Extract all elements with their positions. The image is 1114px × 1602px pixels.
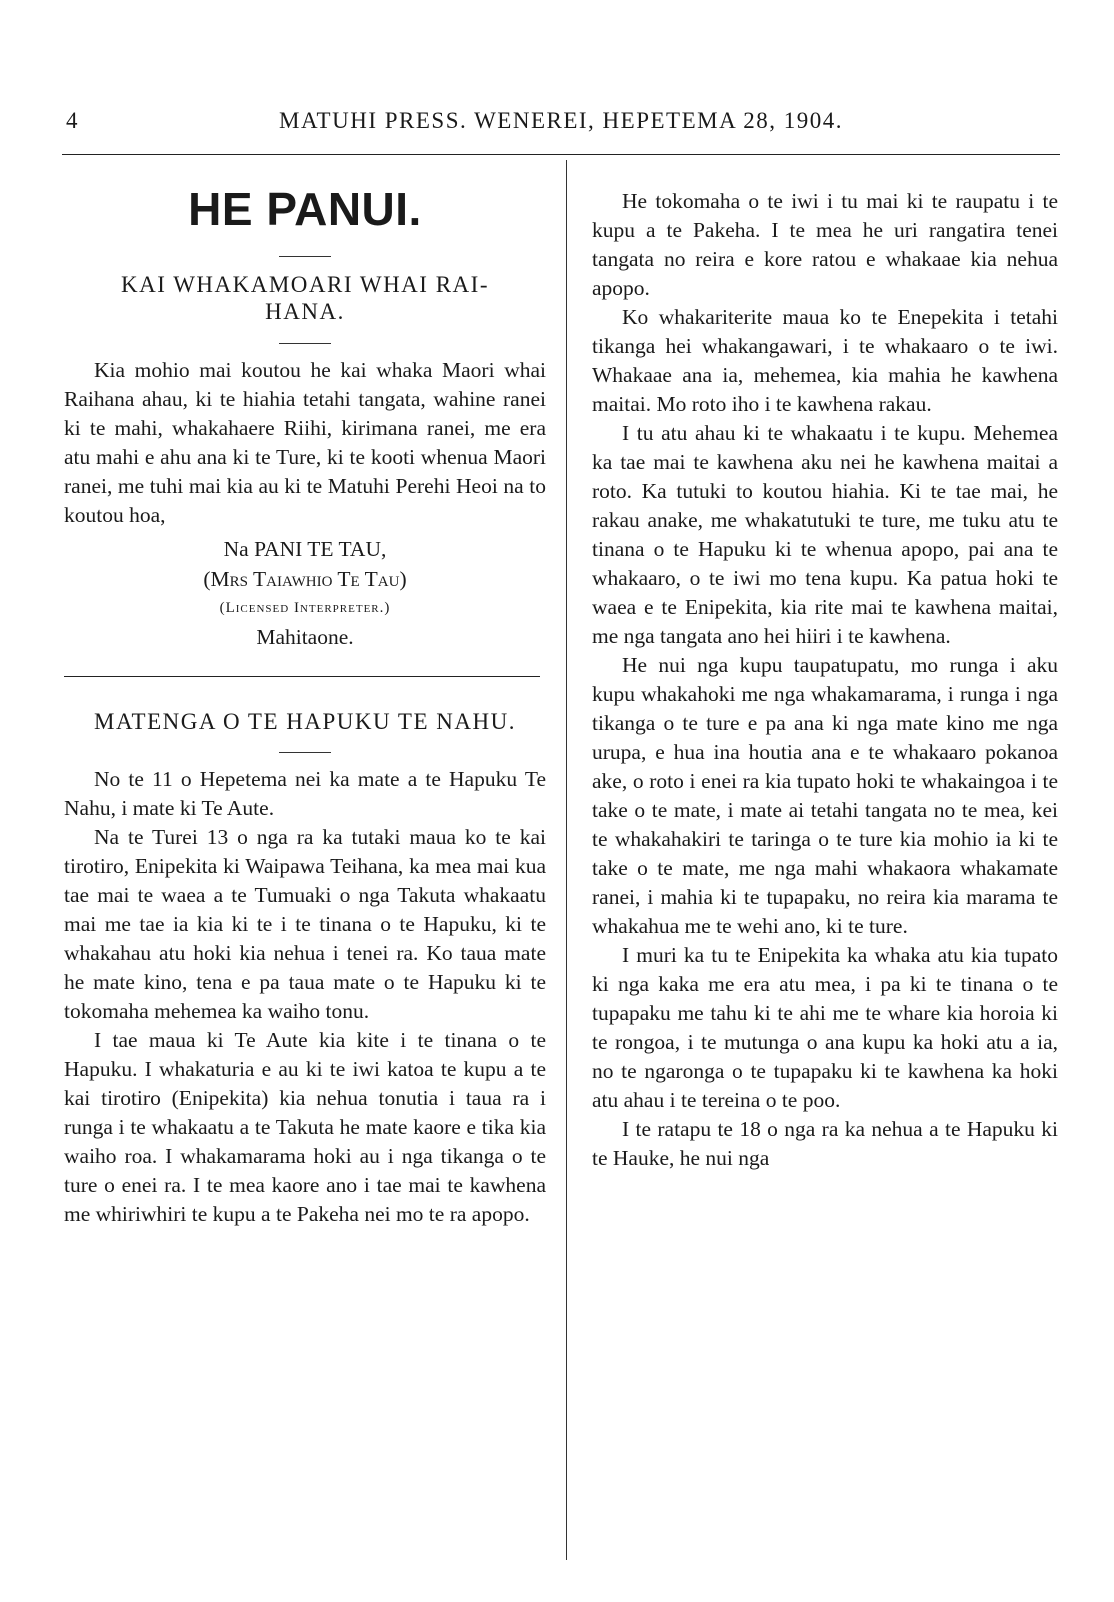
signature-alias: (Mrs Taiawhio Te Tau) xyxy=(203,567,407,591)
article-title: MATENGA O TE HAPUKU TE NAHU. xyxy=(94,709,516,734)
masthead: MATUHI PRESS. WENEREI, HEPETEMA 28, 1904. xyxy=(279,108,843,133)
notice-body: Kia mohio mai koutou he kai whaka Maori whai Raihana ahau, ki te hiahia tetahi tangata, wahine ranei ki te mahi, whakahaere Riihi, kirimana ranei, me era atu mahi e ahu ana ki te Ture, ki te kooti whenua Maori ranei, me tuhi mai kia au ki te Matuhi Perehi Heoi na to koutou hoa, xyxy=(64,358,546,527)
left-column xyxy=(64,168,546,1229)
signature-name: Na PANI TE TAU, xyxy=(223,537,387,561)
page-number: 4 xyxy=(66,108,79,133)
header-rule xyxy=(62,154,1060,155)
column-divider xyxy=(566,160,567,1560)
article-paragraph: He tokomaha o te iwi i tu mai ki te raupatu i te kupu a te Pakeha. I te mea he uri rangatira tenei tangata no reira e kore ratou e whakaae kia nehua apopo. xyxy=(592,189,1058,300)
right-column xyxy=(592,187,1058,1173)
page-header xyxy=(62,108,1060,144)
section-rule xyxy=(64,676,540,677)
article-paragraph: I tae maua ki Te Aute kia kite i te tinana o te Hapuku. I whakaturia e au ki te iwi katoa te kupu a te kai tirotiro (Enipekita) kia nehua tonutia i taua ra i runga i te whakaatu a te Takuta he mate kaore e tika kia waiho roa. I whakamarama hoki au i nga tikanga o te ture o enei ra. I te mea kaore ano i tae mai te kawhena me whiriwhiri te kupu a te Pakeha nei mo te ra apopo. xyxy=(64,1028,546,1226)
notice-title: HE PANUI. xyxy=(188,183,422,235)
article-paragraph: He nui nga kupu taupatupatu, mo runga i aku kupu whakahoki me nga whakamarama, i runga i nga tikanga o te ture e pa ana ki nga mate kino me nga urupa, e hua ina houtia ana e te whakaaro pokanoa ake, o roto i enei ra kia tupato hoki te whakaingoa i te take o te mate, i mate ai tetahi tangata no te mea, kei te whakahakiri te taringa o te ture kia mohio ia ki te take o te mate, me nga mahi whakaora whakamate ranei, i mahia ki te tupapaku, no reira kia marama te whakahua me te wehi ano, ki te ture. xyxy=(592,653,1058,938)
article-paragraph: I muri ka tu te Enipekita ka whaka atu kia tupato ki nga kaka me era atu mea, i pa ki te tinana o te tupapaku me tahu ki te ahi me te whare kia horoia ki te rongoa, i te mutunga o ana kupu ka hoki atu a ia, no te ngaronga o te tupapaku ki te kawhena ka hoki atu ahau i te tereina o te poo. xyxy=(592,943,1058,1112)
signature-place: Mahitaone. xyxy=(256,625,354,649)
signature-title: (Licensed Interpreter.) xyxy=(219,600,391,616)
article-paragraph: No te 11 o Hepetema nei ka mate a te Hapuku Te Nahu, i mate ki Te Aute. xyxy=(64,767,546,820)
article-paragraph: I te ratapu te 18 o nga ra ka nehua a te Hapuku ki te Hauke, he nui nga xyxy=(592,1117,1058,1170)
notice-subtitle: KAI WHAKAMOARI WHAI RAI-HANA. xyxy=(121,272,489,324)
article-paragraph: I tu atu ahau ki te whakaatu i te kupu. Mehemea ka tae mai te kawhena aku nei he kawhena maitai a roto. Ka tutuki to koutou hiahia. Ki te tae mai, he rakau anake, me whakatutuki te ture, me tuku atu te tinana o te Hapuku ki te whenua apopo, pai ana te whakaaro, o te iwi mo tena kupu. Ka patua hoki te waea e te Enipekita, kia rite mai te kawhena maitai, me nga tangata ano hei hiiri i te kawhena. xyxy=(592,421,1058,648)
short-rule xyxy=(279,343,331,344)
article-paragraph: Ko whakariterite maua ko te Enepekita i tetahi tikanga hei whakangawari, i te whakaaro o te iwi. Whakaae ana ia, mehemea, kia mahia he kawhena maitai. Mo roto iho i te kawhena rakau. xyxy=(592,305,1058,416)
short-rule xyxy=(279,752,331,753)
short-rule xyxy=(279,256,331,257)
article-paragraph: Na te Turei 13 o nga ra ka tutaki maua ko te kai tirotiro, Enipekita ki Waipawa Teihana, ka mea mai kua tae mai te waea a te Tumuaki o nga Takuta whakaatu mai me tae ia kia ki te i te tinana o te Hapuku, ki te whakahau atu hoki kia nehua i tenei ra. Ko taua mate he mate kino, tena e pa taua mate o te Hapuku ki te tokomaha mehemea ka waiho tonu. xyxy=(64,825,546,1023)
